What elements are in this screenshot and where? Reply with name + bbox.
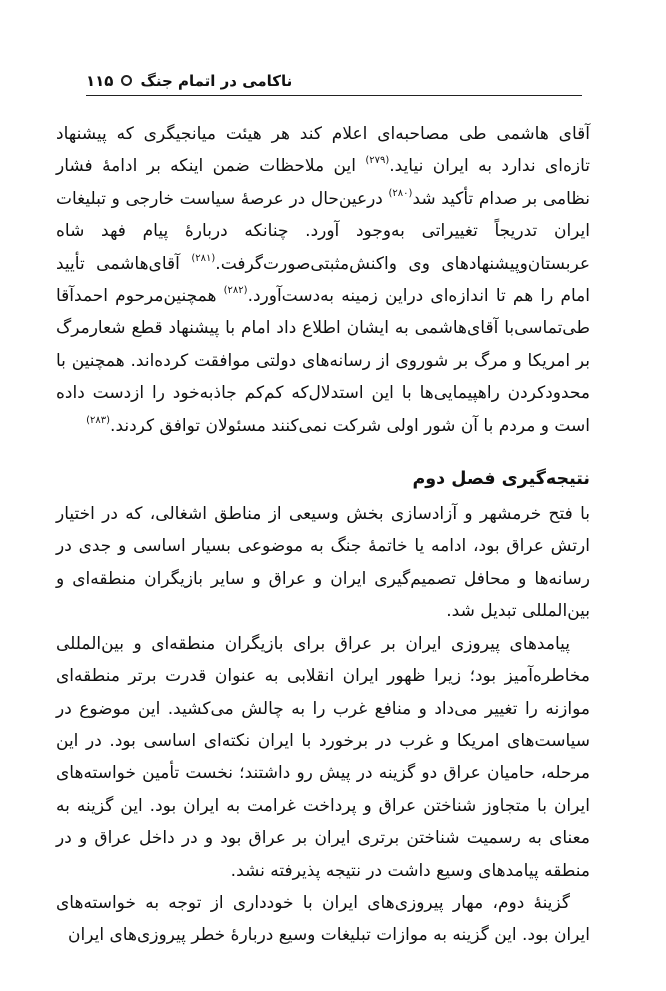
footnote-ref[interactable]: (۲۸۰) [388, 187, 413, 199]
intro-sentence: این ملاحظات ضمن اینکه بر ادامهٔ فشار نظامی بر صدام تأکید شد [56, 156, 590, 209]
running-header [86, 70, 582, 96]
section-paragraph-2: پیامدهای پیروزی ایران بر عراق برای بازیگران منطقه‌ای و بین‌المللی مخاطره‌آمیز بود؛ زیرا ظهور ایران انقلابی به عنوان قدرت برتر منطقه‌ای موازنه را تغییر می‌داد و منافع غرب را به چالش می‌کشید. این موضوع در سیاست‌های امریکا و غرب در برخورد با ایران نکته‌ای اساسی بود. در این مرحله، حامیان عراق دو گزینه در پیش رو داشتند؛ نخست تأمین خواسته‌های ایران با متجاوز شناختن عراق و پرداخت غرامت به ایران بود. این گزینه به معنای به رسمیت شناختن برتری ایران بر عراق بود و در داخل عراق و در منطقه پیامدهای وسیع داشت در نتیجه پذیرفته نشد. [56, 633, 590, 881]
intro-sentence: آقای هاشمی طی مصاحبه‌ای اعلام کند هر هیئت میانجیگری که پیشنهاد تازه‌ای ندارد به ایران نیاید. [56, 124, 590, 177]
footnote-ref[interactable]: (۲۸۳) [86, 414, 111, 426]
chapter-title: ناکامی در اتمام جنگ [140, 71, 293, 90]
intro-paragraph [56, 118, 590, 442]
intro-sentence: آقای‌هاشمی تأیید امام را هم تا اندازه‌ای دراین زمینه به‌دست‌آورد. [56, 253, 590, 307]
section-paragraph-1: با فتح خرمشهر و آزادسازی بخش وسیعی از مناطق اشغالی، که در اختیار ارتش عراق بود، ادامه یا خاتمهٔ جنگ به موضوعی بسیار اساسی و جدی در رسانه‌ها و محافل تصمیم‌گیری ایران و عراق و سایر بازیگران منطقه‌ای و بین‌المللی تبدیل شد. [56, 504, 590, 622]
intro-sentence: همچنین‌مرحوم احمدآقا طی‌تماسی‌با آقای‌هاشمی به ایشان اطلاع داد امام با پیشنهاد قطع شعارمرگ بر امریکا و مرگ بر شوروی از رسانه‌های دولتی موافقت کرده‌اند. همچنین با محدودکردن راهپیمایی‌ها با این استدلال‌که کم‌کم جاذبه‌خود را ازدست داده است و مردم با آن شور اولی شرکت نمی‌کنند مسئولان توافق کردند. [56, 286, 590, 436]
section-paragraph-3: گزینهٔ دوم، مهار پیروزی‌های ایران با خودداری از توجه به خواسته‌های ایران بود. این گزینه به موازات تبلیغات وسیع دربارهٔ خطر پیروزی‌های ایران [56, 892, 590, 946]
footnote-ref[interactable]: (۲۸۲) [223, 285, 248, 297]
circle-ornament-icon [121, 75, 132, 86]
section-heading: نتیجه‌گیری فصل دوم [412, 469, 590, 490]
page-number: ۱۱۵ [86, 71, 114, 90]
page-body [56, 118, 590, 952]
footnote-ref[interactable]: (۲۷۹) [365, 155, 390, 167]
footnote-ref[interactable]: (۲۸۱) [191, 252, 216, 264]
intro-sentence: درعین‌حال در عرصهٔ سیاست خارجی و تبلیغات ایران تدریجاً تغییراتی به‌وجود آورد. چنانکه دربارهٔ پیام فهد شاه عربستان‌وپیشنهادهای وی واکنش‌مثبتی‌صورت‌گرفت. [56, 188, 590, 274]
